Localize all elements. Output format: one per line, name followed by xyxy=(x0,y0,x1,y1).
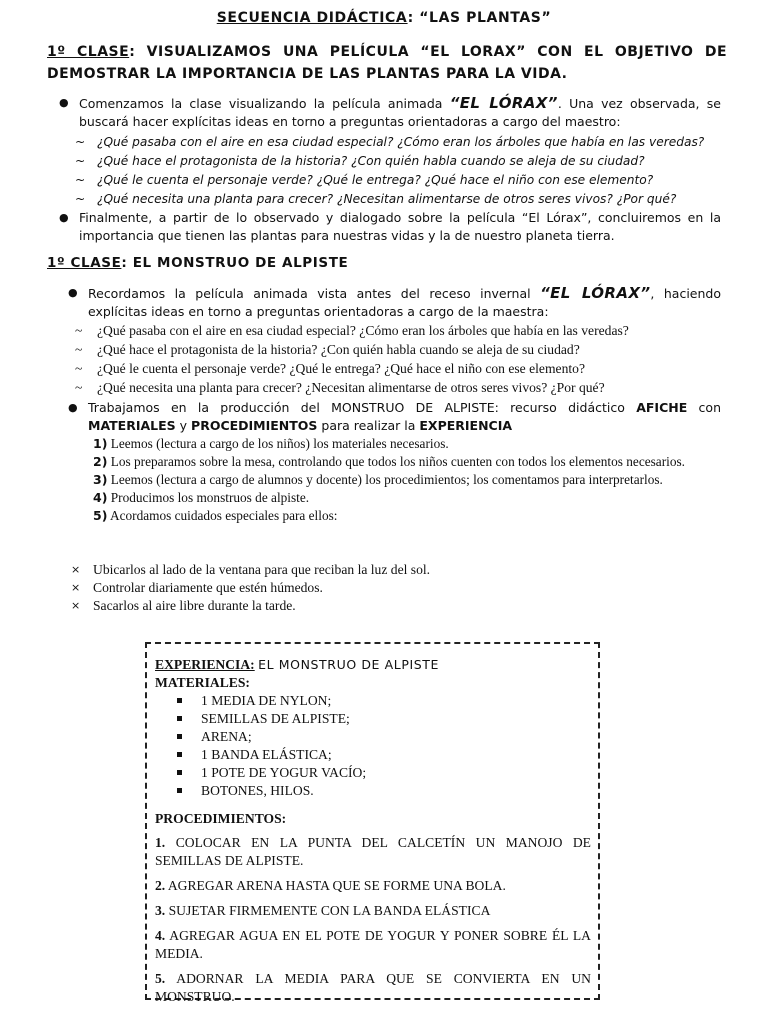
step-item xyxy=(93,435,723,453)
material-text: 1 POTE DE YOGUR VACÍO; xyxy=(201,765,367,780)
class2-work-a: Trabajamos en la producción del MONSTRUO DE ALPISTE: recurso didáctico xyxy=(88,400,637,415)
class2-heading-text: : EL MONSTRUO DE ALPISTE xyxy=(121,255,349,271)
experience-content xyxy=(155,656,591,1006)
care-text: Sacarlos al aire libre durante la tarde. xyxy=(93,598,296,613)
class2-intro-bullet xyxy=(68,284,721,321)
step-text: Leemos (lectura a cargo de alumnos y docente) los procedimientos; los comentamos para interpretarlos. xyxy=(110,472,663,487)
class2-intro-after: , haciendo explícitas ideas en torno a preguntas orientadoras a cargo de la maestra: xyxy=(88,286,721,319)
class2-work-materiales: MATERIALES xyxy=(88,418,176,433)
class1-heading-text: : VISUALIZAMOS UNA PELÍCULA “EL LORAX” CON EL OBJETIVO DE DEMOSTRAR LA IMPORTANCIA DE LAS PLANTAS PARA LA VIDA. xyxy=(47,44,728,82)
care-item xyxy=(71,579,323,597)
square-bullet-icon xyxy=(177,770,182,775)
class1-question-text: ¿Qué pasaba con el aire en esa ciudad especial? ¿Cómo eran los árboles que había en las veredas? xyxy=(97,135,705,149)
cross-bullet-icon: × xyxy=(71,563,81,576)
class1-intro-before: Comenzamos la clase visualizando la película animada xyxy=(79,96,450,111)
class1-question xyxy=(75,133,705,151)
class2-question-text: ¿Qué pasaba con el aire en esa ciudad especial? ¿Cómo eran los árboles que había en las veredas? xyxy=(97,323,629,338)
class2-question xyxy=(75,379,605,397)
tilde-bullet-icon: ~ xyxy=(75,192,86,206)
class2-question-text: ¿Qué hace el protagonista de la historia? ¿Con quién habla cuando se aleja de su ciudad? xyxy=(97,342,580,357)
class1-conclusion-text: Finalmente, a partir de lo observado y dialogado sobre la película “El Lórax”, concluiremos en la importancia que tienen las plantas para nuestras vidas y la de nuestro planeta tierra. xyxy=(79,210,721,243)
class1-label: 1º CLASE xyxy=(47,44,130,60)
care-item xyxy=(71,561,431,579)
procedure-number: 5. xyxy=(155,971,166,986)
class2-label: 1º CLASE xyxy=(47,255,122,271)
material-item xyxy=(155,764,591,782)
class1-question-text: ¿Qué necesita una planta para crecer? ¿Necesitan alimentarse de otros seres vivos? ¿Por qué? xyxy=(97,192,677,206)
procedure-number: 2. xyxy=(155,878,166,893)
material-text: 1 MEDIA DE NYLON; xyxy=(201,693,332,708)
class1-intro-after: . Una vez observada, se buscará hacer explícitas ideas en torno a preguntas orientadoras a cargo del maestro: xyxy=(79,96,721,129)
experience-name: EL MONSTRUO DE ALPISTE xyxy=(258,657,440,672)
class1-intro-bullet xyxy=(59,94,721,131)
tilde-bullet-icon: ~ xyxy=(75,380,83,395)
class1-question xyxy=(75,152,645,170)
procedure-item xyxy=(155,902,591,920)
step-number: 4) xyxy=(93,490,108,505)
tilde-bullet-icon: ~ xyxy=(75,154,86,168)
material-item xyxy=(155,728,591,746)
step-item xyxy=(93,453,723,471)
procedure-item xyxy=(155,877,591,895)
bullet-dot-icon: ● xyxy=(68,286,78,299)
class2-work-c: con xyxy=(687,400,721,415)
class1-question xyxy=(75,171,654,189)
procedure-text: SUJETAR FIRMEMENTE CON LA BANDA ELÁSTICA xyxy=(168,903,491,918)
class2-question-text: ¿Qué le cuenta el personaje verde? ¿Qué le entrega? ¿Qué hace el niño con ese elemento? xyxy=(97,361,585,376)
class2-work-procedimientos: PROCEDIMIENTOS xyxy=(191,418,318,433)
procedure-item xyxy=(155,834,591,870)
step-item xyxy=(93,489,723,507)
square-bullet-icon xyxy=(177,788,182,793)
bullet-dot-icon: ● xyxy=(59,96,69,109)
cross-bullet-icon: × xyxy=(71,581,81,594)
class1-question-text: ¿Qué hace el protagonista de la historia? ¿Con quién habla cuando se aleja de su ciudad? xyxy=(97,154,645,168)
class2-question xyxy=(75,360,585,378)
material-item xyxy=(155,746,591,764)
bullet-dot-icon: ● xyxy=(59,211,69,224)
class1-question xyxy=(75,190,677,208)
material-text: SEMILLAS DE ALPISTE; xyxy=(201,711,350,726)
material-text: 1 BANDA ELÁSTICA; xyxy=(201,747,332,762)
material-item xyxy=(155,692,591,710)
class2-work-e: y xyxy=(175,418,192,433)
step-number: 3) xyxy=(93,472,108,487)
step-text: Producimos los monstruos de alpiste. xyxy=(110,490,310,505)
class2-steps xyxy=(93,435,723,525)
materials-title: MATERIALES: xyxy=(155,675,250,690)
care-item xyxy=(71,597,296,615)
class1-heading xyxy=(47,41,727,85)
materials-list xyxy=(155,692,591,800)
class2-question xyxy=(75,322,629,340)
cross-bullet-icon: × xyxy=(71,599,81,612)
step-item xyxy=(93,507,723,525)
step-number: 2) xyxy=(93,454,108,469)
material-text: BOTONES, HILOS. xyxy=(201,783,314,798)
procedure-text: AGREGAR AGUA EN EL POTE DE YOGUR Y PONER SOBRE ÉL LA MEDIA. xyxy=(155,928,591,961)
procedures-title: PROCEDIMIENTOS: xyxy=(155,811,287,826)
class1-conclusion-bullet xyxy=(59,209,721,245)
procedure-item xyxy=(155,927,591,963)
class2-question-text: ¿Qué necesita una planta para crecer? ¿Necesitan alimentarse de otros seres vivos? ¿Por qué? xyxy=(97,380,605,395)
procedure-item xyxy=(155,970,591,1006)
procedure-text: COLOCAR EN LA PUNTA DEL CALCETÍN UN MANOJO DE SEMILLAS DE ALPISTE. xyxy=(155,835,591,868)
procedure-number: 3. xyxy=(155,903,166,918)
class2-work-experiencia: EXPERIENCIA xyxy=(419,418,513,433)
procedure-number: 1. xyxy=(155,835,166,850)
care-text: Controlar diariamente que estén húmedos. xyxy=(93,580,323,595)
experience-title xyxy=(155,656,591,674)
document-title-label: SECUENCIA DIDÁCTICA xyxy=(216,10,408,26)
class2-work-afiche: AFICHE xyxy=(636,400,688,415)
material-text: ARENA; xyxy=(201,729,252,744)
square-bullet-icon xyxy=(177,752,182,757)
tilde-bullet-icon: ~ xyxy=(75,135,86,149)
document-title xyxy=(0,10,768,26)
square-bullet-icon xyxy=(177,716,182,721)
tilde-bullet-icon: ~ xyxy=(75,342,83,357)
step-item xyxy=(93,471,723,489)
procedure-number: 4. xyxy=(155,928,166,943)
step-text: Los preparamos sobre la mesa, controlando que todos los niños cuenten con todos los elementos necesarios. xyxy=(110,454,685,469)
class1-question-text: ¿Qué le cuenta el personaje verde? ¿Qué le entrega? ¿Qué hace el niño con ese elemento? xyxy=(97,173,654,187)
document-title-rest: : “LAS PLANTAS” xyxy=(407,10,552,26)
experience-box xyxy=(145,642,600,1004)
procedure-text: ADORNAR LA MEDIA PARA QUE SE CONVIERTA EN UN MONSTRUO. xyxy=(155,971,591,1004)
bullet-dot-icon: ● xyxy=(68,401,78,414)
care-text: Ubicarlos al lado de la ventana para que reciban la luz del sol. xyxy=(93,562,431,577)
tilde-bullet-icon: ~ xyxy=(75,323,83,338)
tilde-bullet-icon: ~ xyxy=(75,361,83,376)
step-number: 1) xyxy=(93,436,108,451)
class2-question xyxy=(75,341,580,359)
experience-label: EXPERIENCIA: xyxy=(155,657,255,672)
procedure-text: AGREGAR ARENA HASTA QUE SE FORME UNA BOLA. xyxy=(167,878,506,893)
tilde-bullet-icon: ~ xyxy=(75,173,86,187)
step-text: Acordamos cuidados especiales para ellos: xyxy=(110,508,338,523)
material-item xyxy=(155,782,591,800)
step-text: Leemos (lectura a cargo de los niños) los materiales necesarios. xyxy=(110,436,449,451)
material-item xyxy=(155,710,591,728)
class2-work-g: para realizar la xyxy=(317,418,420,433)
class2-intro-before: Recordamos la película animada vista antes del receso invernal xyxy=(88,286,541,301)
class1-intro-movie: “EL LÓRAX” xyxy=(449,94,558,112)
square-bullet-icon xyxy=(177,698,182,703)
class2-work-bullet xyxy=(68,399,721,435)
square-bullet-icon xyxy=(177,734,182,739)
class2-heading xyxy=(47,255,348,271)
step-number: 5) xyxy=(93,508,108,523)
class2-intro-movie: “EL LÓRAX” xyxy=(540,284,651,302)
